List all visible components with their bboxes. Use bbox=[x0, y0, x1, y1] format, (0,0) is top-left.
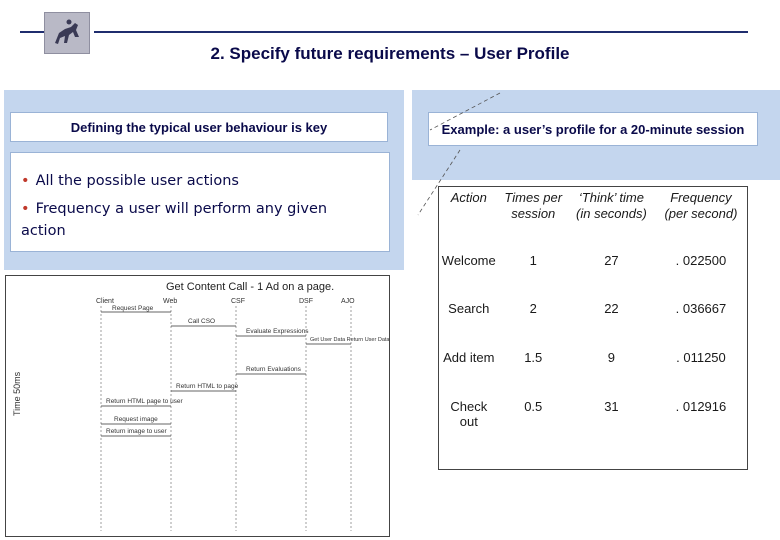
bullet-dot-icon: • bbox=[21, 201, 30, 217]
table-row bbox=[439, 293, 748, 342]
msg-evaluate-expressions: Evaluate Expressions bbox=[246, 328, 309, 335]
col-header-action: Action bbox=[450, 190, 487, 205]
table-cell: 9 bbox=[607, 350, 616, 366]
table-cell: Add item bbox=[443, 350, 495, 366]
bullet-item-actions: • All the possible user actions bbox=[21, 173, 239, 189]
msg-get-user-data: Get User Data Return User Data bbox=[310, 337, 389, 343]
msg-call-cso: Call CSO bbox=[188, 318, 216, 325]
table-cell: . 012916 bbox=[675, 399, 727, 415]
left-header-text: Defining the typical user behaviour is key bbox=[70, 119, 328, 135]
table-cell: 0.5 bbox=[524, 399, 543, 415]
col-header-think: ‘Think’ time (in seconds) bbox=[576, 190, 647, 221]
user-profile-table bbox=[438, 186, 748, 470]
bullet-item-frequency: • Frequency a user will perform any given action bbox=[21, 201, 328, 239]
msg-request-image: Request image bbox=[114, 416, 158, 423]
table-row bbox=[439, 245, 748, 294]
diagram-title: Get Content Call - 1 Ad on a page. bbox=[166, 281, 335, 293]
table-cell: 2 bbox=[529, 301, 537, 317]
table-cell: 1.5 bbox=[524, 350, 543, 366]
msg-return-image: Return image to user bbox=[106, 428, 167, 435]
bullet-box bbox=[10, 152, 390, 252]
diagram-axis-label: Time 50ms bbox=[12, 371, 22, 416]
lane-label-csf: CSF bbox=[231, 298, 245, 305]
msg-return-html-page: Return HTML to page bbox=[176, 383, 239, 390]
page-title: 2. Specify future requirements – User Profile bbox=[210, 44, 570, 63]
title-rule-left bbox=[20, 31, 44, 33]
table-cell: Welcome bbox=[441, 252, 496, 268]
lane-label-web: Web bbox=[163, 298, 178, 305]
table-cell: 22 bbox=[604, 301, 619, 317]
left-header-box bbox=[10, 112, 388, 142]
table-cell: Search bbox=[448, 301, 490, 317]
table-cell: 31 bbox=[604, 399, 619, 415]
table-cell: 27 bbox=[604, 252, 619, 268]
table-cell: . 011250 bbox=[676, 350, 726, 366]
table-cell: . 022500 bbox=[675, 252, 727, 268]
lane-label-ajo: AJO bbox=[341, 298, 355, 305]
msg-return-evaluations: Return Evaluations bbox=[246, 366, 301, 373]
bullet-dot-icon: • bbox=[21, 173, 30, 189]
table-row bbox=[439, 391, 748, 469]
col-header-frequency: Frequency (per second) bbox=[664, 190, 738, 221]
lane-label-dsf: DSF bbox=[299, 298, 313, 305]
msg-return-html-user: Return HTML page to user bbox=[106, 398, 183, 405]
title-rule bbox=[94, 31, 748, 33]
lane-label-client: Client bbox=[96, 298, 114, 305]
table-cell: . 036667 bbox=[675, 301, 727, 317]
col-header-times: Times per session bbox=[504, 190, 563, 221]
msg-request-page: Request Page bbox=[112, 305, 154, 312]
sequence-diagram bbox=[5, 275, 390, 537]
table-row bbox=[439, 342, 748, 391]
table-header-row bbox=[439, 187, 748, 245]
table-cell: Check out bbox=[450, 399, 488, 430]
table-cell: 1 bbox=[529, 252, 537, 268]
right-header-text: Example: a user’s profile for a 20-minute session bbox=[441, 121, 745, 137]
